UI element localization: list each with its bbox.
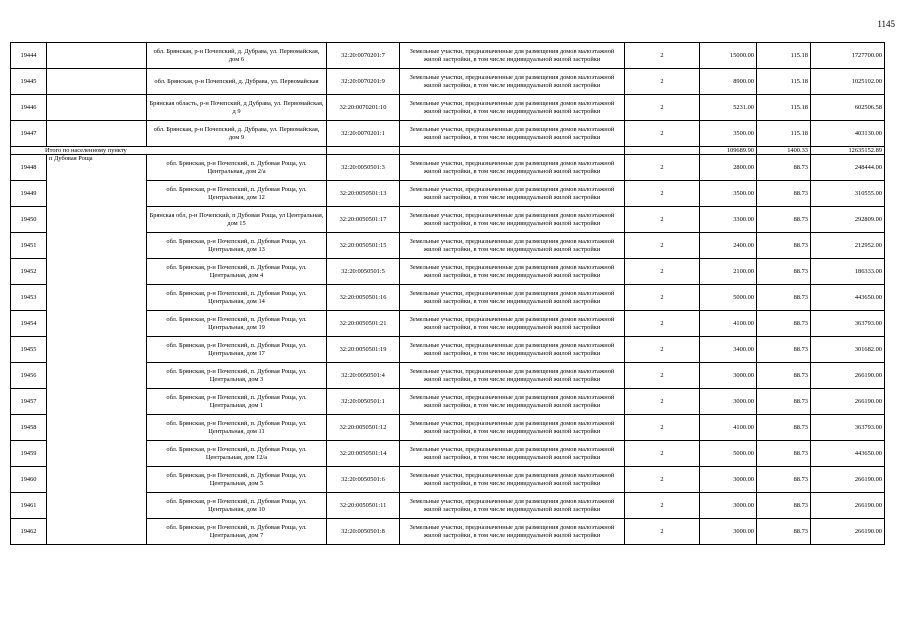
row-area: 3500.00 bbox=[700, 121, 757, 147]
row-number: 19460 bbox=[11, 467, 47, 493]
row-address: обл. Брянская, р-н Почепский, п. Дубовая Роща, ул. Центральная, дом 12/а bbox=[147, 441, 327, 467]
row-cadastral-value: 301682.00 bbox=[811, 337, 885, 363]
row-area: 4100.00 bbox=[700, 311, 757, 337]
row-cadastral-number: 32:20:0050501:8 bbox=[327, 519, 400, 545]
row-cadastral-value: 248444.00 bbox=[811, 155, 885, 181]
row-area: 3000.00 bbox=[700, 519, 757, 545]
row-cadastral-value: 363793.00 bbox=[811, 311, 885, 337]
row-permitted-use: Земельные участки, предназначенные для размещения домов малоэтажной жилой застройки, в том числе индивидуальной жилой застройки bbox=[400, 121, 625, 147]
table-row bbox=[11, 43, 885, 69]
row-rate: 88.73 bbox=[757, 493, 811, 519]
row-permitted-use: Земельные участки, предназначенные для размещения домов малоэтажной жилой застройки, в том числе индивидуальной жилой застройки bbox=[400, 493, 625, 519]
row-category: 2 bbox=[625, 181, 700, 207]
row-permitted-use: Земельные участки, предназначенные для размещения домов малоэтажной жилой застройки, в том числе индивидуальной жилой застройки bbox=[400, 363, 625, 389]
row-number: 19455 bbox=[11, 337, 47, 363]
row-area: 5231.00 bbox=[700, 95, 757, 121]
row-cadastral-value: 266190.00 bbox=[811, 363, 885, 389]
row-rate: 115.18 bbox=[757, 43, 811, 69]
row-cadastral-number: 32:20:0050501:3 bbox=[327, 155, 400, 181]
total-empty-cad bbox=[327, 147, 400, 155]
row-rate: 88.73 bbox=[757, 285, 811, 311]
row-permitted-use: Земельные участки, предназначенные для размещения домов малоэтажной жилой застройки, в том числе индивидуальной жилой застройки bbox=[400, 155, 625, 181]
row-cadastral-number: 32:20:0050501:21 bbox=[327, 311, 400, 337]
row-area: 5000.00 bbox=[700, 441, 757, 467]
row-permitted-use: Земельные участки, предназначенные для размещения домов малоэтажной жилой застройки, в том числе индивидуальной жилой застройки bbox=[400, 95, 625, 121]
row-address: обл. Брянская, р-н Почепский, п. Дубовая Роща, ул. Центральная, дом 7 bbox=[147, 519, 327, 545]
row-cadastral-value: 212952.00 bbox=[811, 233, 885, 259]
table-row bbox=[11, 69, 885, 95]
row-address: обл. Брянская, р-н Почепский, п. Дубовая Роща, ул. Центральная, дом 17 bbox=[147, 337, 327, 363]
row-category: 2 bbox=[625, 233, 700, 259]
row-cadastral-value: 292809.00 bbox=[811, 207, 885, 233]
row-permitted-use: Земельные участки, предназначенные для размещения домов малоэтажной жилой застройки, в том числе индивидуальной жилой застройки bbox=[400, 519, 625, 545]
row-cadastral-number: 32:20:0050501:16 bbox=[327, 285, 400, 311]
row-number: 19444 bbox=[11, 43, 47, 69]
row-permitted-use: Земельные участки, предназначенные для размещения домов малоэтажной жилой застройки, в том числе индивидуальной жилой застройки bbox=[400, 43, 625, 69]
row-rate: 115.18 bbox=[757, 121, 811, 147]
row-cadastral-number: 32:20:0070201:7 bbox=[327, 43, 400, 69]
row-cadastral-value: 1025102.00 bbox=[811, 69, 885, 95]
row-cadastral-number: 32:20:0050501:19 bbox=[327, 337, 400, 363]
row-category: 2 bbox=[625, 337, 700, 363]
row-number: 19452 bbox=[11, 259, 47, 285]
row-rate: 88.73 bbox=[757, 155, 811, 181]
row-cadastral-value: 266190.00 bbox=[811, 389, 885, 415]
row-cadastral-number: 32:20:0050501:6 bbox=[327, 467, 400, 493]
row-permitted-use: Земельные участки, предназначенные для размещения домов малоэтажной жилой застройки, в том числе индивидуальной жилой застройки bbox=[400, 467, 625, 493]
row-number: 19445 bbox=[11, 69, 47, 95]
row-area: 4100.00 bbox=[700, 415, 757, 441]
row-category: 2 bbox=[625, 415, 700, 441]
row-address: обл. Брянская, р-н Почепский, д. Дубрава, ул. Первомайская, дом 6 bbox=[147, 43, 327, 69]
row-cadastral-number: 32:20:0070201:9 bbox=[327, 69, 400, 95]
total-value: 12635152.89 bbox=[811, 147, 885, 155]
row-permitted-use: Земельные участки, предназначенные для размещения домов малоэтажной жилой застройки, в том числе индивидуальной жилой застройки bbox=[400, 389, 625, 415]
table-total-section bbox=[11, 147, 885, 155]
row-permitted-use: Земельные участки, предназначенные для размещения домов малоэтажной жилой застройки, в том числе индивидуальной жилой застройки bbox=[400, 415, 625, 441]
row-permitted-use: Земельные участки, предназначенные для размещения домов малоэтажной жилой застройки, в том числе индивидуальной жилой застройки bbox=[400, 311, 625, 337]
row-area: 3000.00 bbox=[700, 389, 757, 415]
row-rate: 88.73 bbox=[757, 337, 811, 363]
row-number: 19458 bbox=[11, 415, 47, 441]
row-address: обл. Брянская, р-н Почепский, п. Дубовая Роща, ул. Центральная, дом 1 bbox=[147, 389, 327, 415]
row-rate: 115.18 bbox=[757, 69, 811, 95]
row-permitted-use: Земельные участки, предназначенные для размещения домов малоэтажной жилой застройки, в том числе индивидуальной жилой застройки bbox=[400, 181, 625, 207]
total-row bbox=[11, 147, 885, 155]
total-empty-use bbox=[400, 147, 625, 155]
settlement-empty bbox=[47, 43, 147, 69]
row-category: 2 bbox=[625, 311, 700, 337]
row-address: обл. Брянская, р-н Почепский, д. Дубрава, ул. Первомайская, дом 9 bbox=[147, 121, 327, 147]
row-cadastral-value: 186333.00 bbox=[811, 259, 885, 285]
row-cadastral-number: 32:20:0050501:5 bbox=[327, 259, 400, 285]
row-address: обл. Брянская, р-н Почепский, п. Дубовая Роща, ул. Центральная, дом 13 bbox=[147, 233, 327, 259]
row-area: 3400.00 bbox=[700, 337, 757, 363]
row-cadastral-value: 266190.00 bbox=[811, 519, 885, 545]
row-rate: 88.73 bbox=[757, 519, 811, 545]
row-category: 2 bbox=[625, 69, 700, 95]
row-cadastral-number: 32:20:0050501:12 bbox=[327, 415, 400, 441]
row-rate: 88.73 bbox=[757, 467, 811, 493]
table-body-bottom bbox=[11, 155, 885, 545]
row-category: 2 bbox=[625, 519, 700, 545]
row-area: 2400.00 bbox=[700, 233, 757, 259]
row-cadastral-number: 32:20:0070201:10 bbox=[327, 95, 400, 121]
row-address: обл. Брянская, р-н Почепский, п. Дубовая Роща, ул. Центральная, дом 4 bbox=[147, 259, 327, 285]
row-cadastral-number: 32:20:0050501:15 bbox=[327, 233, 400, 259]
row-number: 19462 bbox=[11, 519, 47, 545]
row-category: 2 bbox=[625, 155, 700, 181]
row-address: Брянская обл, р-н Почепский, п Дубовая Роща, ул Центральная, дом 15 bbox=[147, 207, 327, 233]
row-cadastral-value: 403130.00 bbox=[811, 121, 885, 147]
row-category: 2 bbox=[625, 207, 700, 233]
row-area: 15000.00 bbox=[700, 43, 757, 69]
row-cadastral-value: 602506.58 bbox=[811, 95, 885, 121]
row-rate: 88.73 bbox=[757, 181, 811, 207]
row-cadastral-number: 32:20:0050501:13 bbox=[327, 181, 400, 207]
row-number: 19448 bbox=[11, 155, 47, 181]
row-area: 2800.00 bbox=[700, 155, 757, 181]
row-number: 19453 bbox=[11, 285, 47, 311]
row-category: 2 bbox=[625, 43, 700, 69]
row-category: 2 bbox=[625, 441, 700, 467]
row-permitted-use: Земельные участки, предназначенные для размещения домов малоэтажной жилой застройки, в том числе индивидуальной жилой застройки bbox=[400, 285, 625, 311]
row-number: 19454 bbox=[11, 311, 47, 337]
row-number: 19457 bbox=[11, 389, 47, 415]
row-area: 3000.00 bbox=[700, 467, 757, 493]
total-label: Итого по населенному пункту bbox=[11, 147, 327, 155]
row-cadastral-value: 443650.00 bbox=[811, 441, 885, 467]
row-number: 19461 bbox=[11, 493, 47, 519]
total-area: 109689.90 bbox=[700, 147, 757, 155]
row-category: 2 bbox=[625, 121, 700, 147]
row-cadastral-value: 266190.00 bbox=[811, 493, 885, 519]
row-permitted-use: Земельные участки, предназначенные для размещения домов малоэтажной жилой застройки, в том числе индивидуальной жилой застройки bbox=[400, 337, 625, 363]
row-number: 19456 bbox=[11, 363, 47, 389]
settlement-empty bbox=[47, 95, 147, 121]
settlement-empty bbox=[47, 69, 147, 95]
row-area: 3300.00 bbox=[700, 207, 757, 233]
row-address: обл. Брянская, р-н Почепский, п. Дубовая Роща, ул. Центральная, дом 12 bbox=[147, 181, 327, 207]
table-row bbox=[11, 95, 885, 121]
table-row bbox=[11, 155, 885, 181]
page-number: 1145 bbox=[877, 19, 895, 29]
row-area: 8900.00 bbox=[700, 69, 757, 95]
row-permitted-use: Земельные участки, предназначенные для размещения домов малоэтажной жилой застройки, в том числе индивидуальной жилой застройки bbox=[400, 233, 625, 259]
row-rate: 88.73 bbox=[757, 441, 811, 467]
row-rate: 88.73 bbox=[757, 389, 811, 415]
row-cadastral-number: 32:20:0050501:1 bbox=[327, 389, 400, 415]
table-row bbox=[11, 121, 885, 147]
row-number: 19450 bbox=[11, 207, 47, 233]
row-area: 5000.00 bbox=[700, 285, 757, 311]
row-address: обл. Брянская, р-н Почепский, п. Дубовая Роща, ул. Центральная, дом 2/а bbox=[147, 155, 327, 181]
row-category: 2 bbox=[625, 259, 700, 285]
row-number: 19451 bbox=[11, 233, 47, 259]
row-permitted-use: Земельные участки, предназначенные для размещения домов малоэтажной жилой застройки, в том числе индивидуальной жилой застройки bbox=[400, 207, 625, 233]
row-address: обл. Брянская, р-н Почепский, п. Дубовая Роща, ул. Центральная, дом 19 bbox=[147, 311, 327, 337]
row-category: 2 bbox=[625, 467, 700, 493]
row-address: обл. Брянская, р-н Почепский, п. Дубовая Роща, ул. Центральная, дом 10 bbox=[147, 493, 327, 519]
row-rate: 88.73 bbox=[757, 363, 811, 389]
row-address: обл. Брянская, р-н Почепский, п. Дубовая Роща, ул. Центральная, дом 11 bbox=[147, 415, 327, 441]
row-rate: 88.73 bbox=[757, 415, 811, 441]
row-cadastral-value: 443650.00 bbox=[811, 285, 885, 311]
row-category: 2 bbox=[625, 285, 700, 311]
row-address: обл. Брянская, р-н Почепский, п. Дубовая Роща, ул. Центральная, дом 5 bbox=[147, 467, 327, 493]
row-cadastral-number: 32:20:0050501:17 bbox=[327, 207, 400, 233]
settlement-name: п Дубовая Роща bbox=[47, 155, 147, 545]
row-area: 3500.00 bbox=[700, 181, 757, 207]
row-category: 2 bbox=[625, 95, 700, 121]
row-cadastral-value: 1727700.00 bbox=[811, 43, 885, 69]
total-empty-cat bbox=[625, 147, 700, 155]
row-area: 2100.00 bbox=[700, 259, 757, 285]
table-body-top bbox=[11, 43, 885, 147]
row-category: 2 bbox=[625, 363, 700, 389]
row-cadastral-number: 32:20:0050501:14 bbox=[327, 441, 400, 467]
row-number: 19446 bbox=[11, 95, 47, 121]
row-rate: 88.73 bbox=[757, 259, 811, 285]
row-address: обл. Брянская, р-н Почепский, п. Дубовая Роща, ул. Центральная, дом 14 bbox=[147, 285, 327, 311]
row-address: обл. Брянская, р-н Почепский, д. Дубрава, ул. Первомайская bbox=[147, 69, 327, 95]
row-number: 19447 bbox=[11, 121, 47, 147]
row-rate: 88.73 bbox=[757, 311, 811, 337]
row-area: 3000.00 bbox=[700, 493, 757, 519]
row-cadastral-value: 310555.00 bbox=[811, 181, 885, 207]
row-area: 3000.00 bbox=[700, 363, 757, 389]
total-rate: 1400.33 bbox=[757, 147, 811, 155]
row-cadastral-number: 32:20:0070201:1 bbox=[327, 121, 400, 147]
row-cadastral-number: 32:20:0050501:11 bbox=[327, 493, 400, 519]
cadastral-register-table bbox=[10, 42, 885, 545]
row-cadastral-number: 32:20:0050501:4 bbox=[327, 363, 400, 389]
row-address: Брянская область, р-н Почепский, д Дубрава, ул. Первомайская, д 9 bbox=[147, 95, 327, 121]
row-permitted-use: Земельные участки, предназначенные для размещения домов малоэтажной жилой застройки, в том числе индивидуальной жилой застройки bbox=[400, 259, 625, 285]
row-number: 19449 bbox=[11, 181, 47, 207]
row-number: 19459 bbox=[11, 441, 47, 467]
row-permitted-use: Земельные участки, предназначенные для размещения домов малоэтажной жилой застройки, в том числе индивидуальной жилой застройки bbox=[400, 69, 625, 95]
row-cadastral-value: 266190.00 bbox=[811, 467, 885, 493]
row-address: обл. Брянская, р-н Почепский, п. Дубовая Роща, ул. Центральная, дом 3 bbox=[147, 363, 327, 389]
settlement-empty bbox=[47, 121, 147, 147]
row-rate: 88.73 bbox=[757, 207, 811, 233]
row-category: 2 bbox=[625, 389, 700, 415]
row-permitted-use: Земельные участки, предназначенные для размещения домов малоэтажной жилой застройки, в том числе индивидуальной жилой застройки bbox=[400, 441, 625, 467]
row-rate: 88.73 bbox=[757, 233, 811, 259]
row-cadastral-value: 363793.00 bbox=[811, 415, 885, 441]
row-category: 2 bbox=[625, 493, 700, 519]
row-rate: 115.18 bbox=[757, 95, 811, 121]
